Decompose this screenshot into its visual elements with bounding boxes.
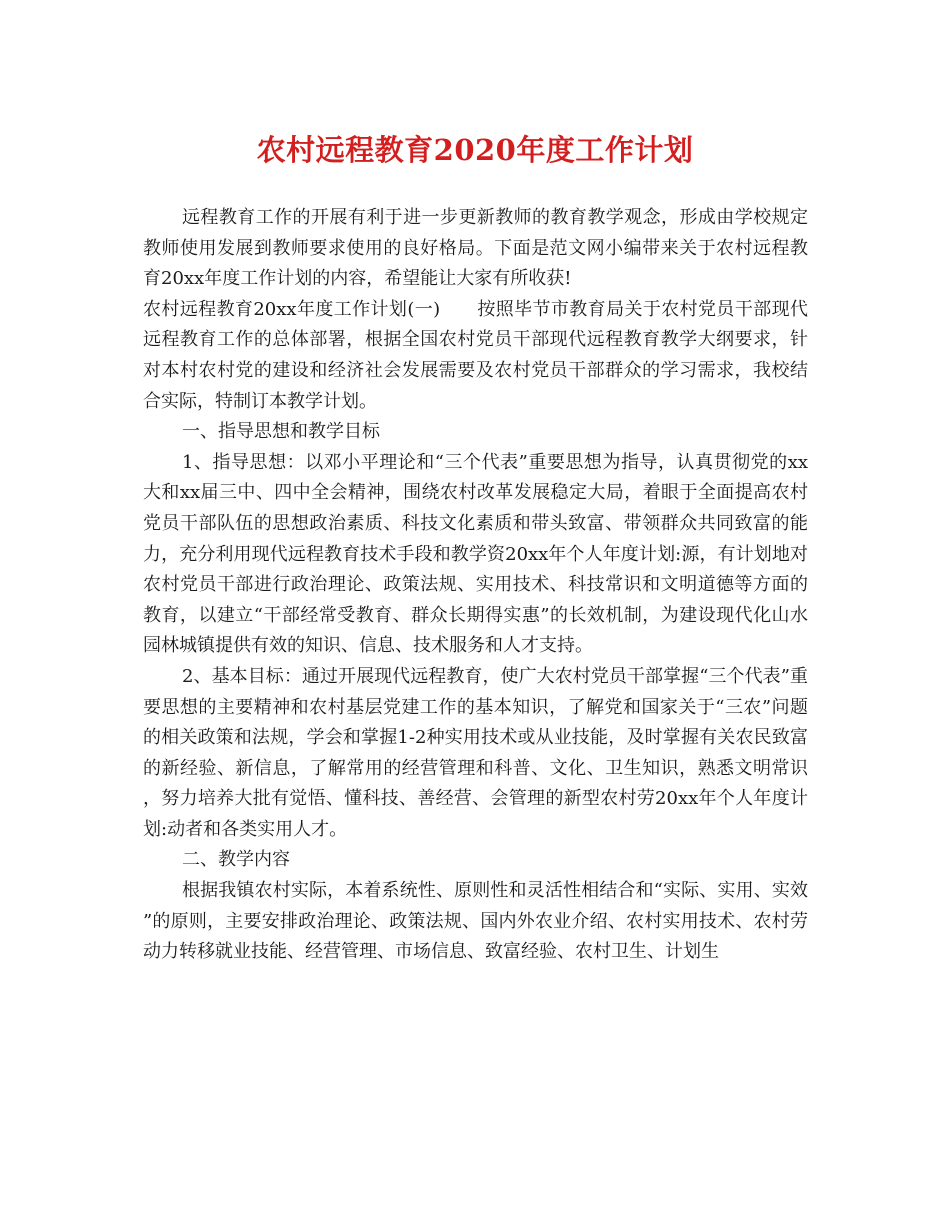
plan-one-paragraph: 农村远程教育20xx年度工作计划(一) 按照毕节市教育局关于农村党员干部现代远程教育工作的总体部署，根据全国农村党员干部现代远程教育教学大纲要求，针对本村农村党的建设和经济社会发展需要及农村党员干部群众的学习需求，我校结合实际，特制订本教学计划。 (143, 298, 808, 412)
basic-goal-paragraph: 2、基本目标：通过开展现代远程教育，使广大农村党员干部掌握“三个代表”重要思想的主要精神和农村基层党建工作的基本知识，了解党和国家关于“三农”问题的相关政策和法规，学会和掌握1-2种实用技术或从业技能，及时掌握有关农民致富的新经验、新信息，了解常用的经营管理和科普、文化、卫生知识，熟悉文明常识，努力培养大批有觉悟、懂科技、善经营、会管理的新型农村劳20xx年个人年度计划:动者和各类实用人才。 (143, 665, 808, 840)
intro-paragraph: 远程教育工作的开展有利于进一步更新教师的教育教学观念，形成由学校规定教师使用发展到教师要求使用的良好格局。下面是范文网小编带来关于农村远程教育20xx年度工作计划的内容，希望能让大家有所收获! (143, 207, 808, 290)
document-body (143, 203, 808, 968)
document-title: 农村远程教育2020年度工作计划 (256, 133, 694, 167)
guiding-ideology-paragraph: 1、指导思想：以邓小平理论和“三个代表”重要思想为指导，认真贯彻党的xx大和xx届三中、四中全会精神，围绕农村改革发展稳定大局，着眼于全面提高农村党员干部队伍的思想政治素质、科技文化素质和带头致富、带领群众共同致富的能力，充分利用现代远程教育技术手段和教学资20xx年个人年度计划:源，有计划地对农村党员干部进行政治理论、政策法规、实用技术、科技常识和文明道德等方面的教育，以建立“干部经常受教育、群众长期得实惠”的长效机制，为建设现代化山水园林城镇提供有效的知识、信息、技术服务和人才支持。 (143, 451, 808, 657)
section-heading-teaching-content: 二、教学内容 (182, 849, 290, 871)
section-heading-guiding-ideology: 一、指导思想和教学目标 (182, 421, 380, 443)
teaching-content-paragraph: 根据我镇农村实际，本着系统性、原则性和灵活性相结合和“实际、实用、实效”的原则，主要安排政治理论、政策法规、国内外农业介绍、农村实用技术、农村劳动力转移就业技能、经营管理、市场信息、致富经验、农村卫生、计划生 (143, 880, 808, 963)
